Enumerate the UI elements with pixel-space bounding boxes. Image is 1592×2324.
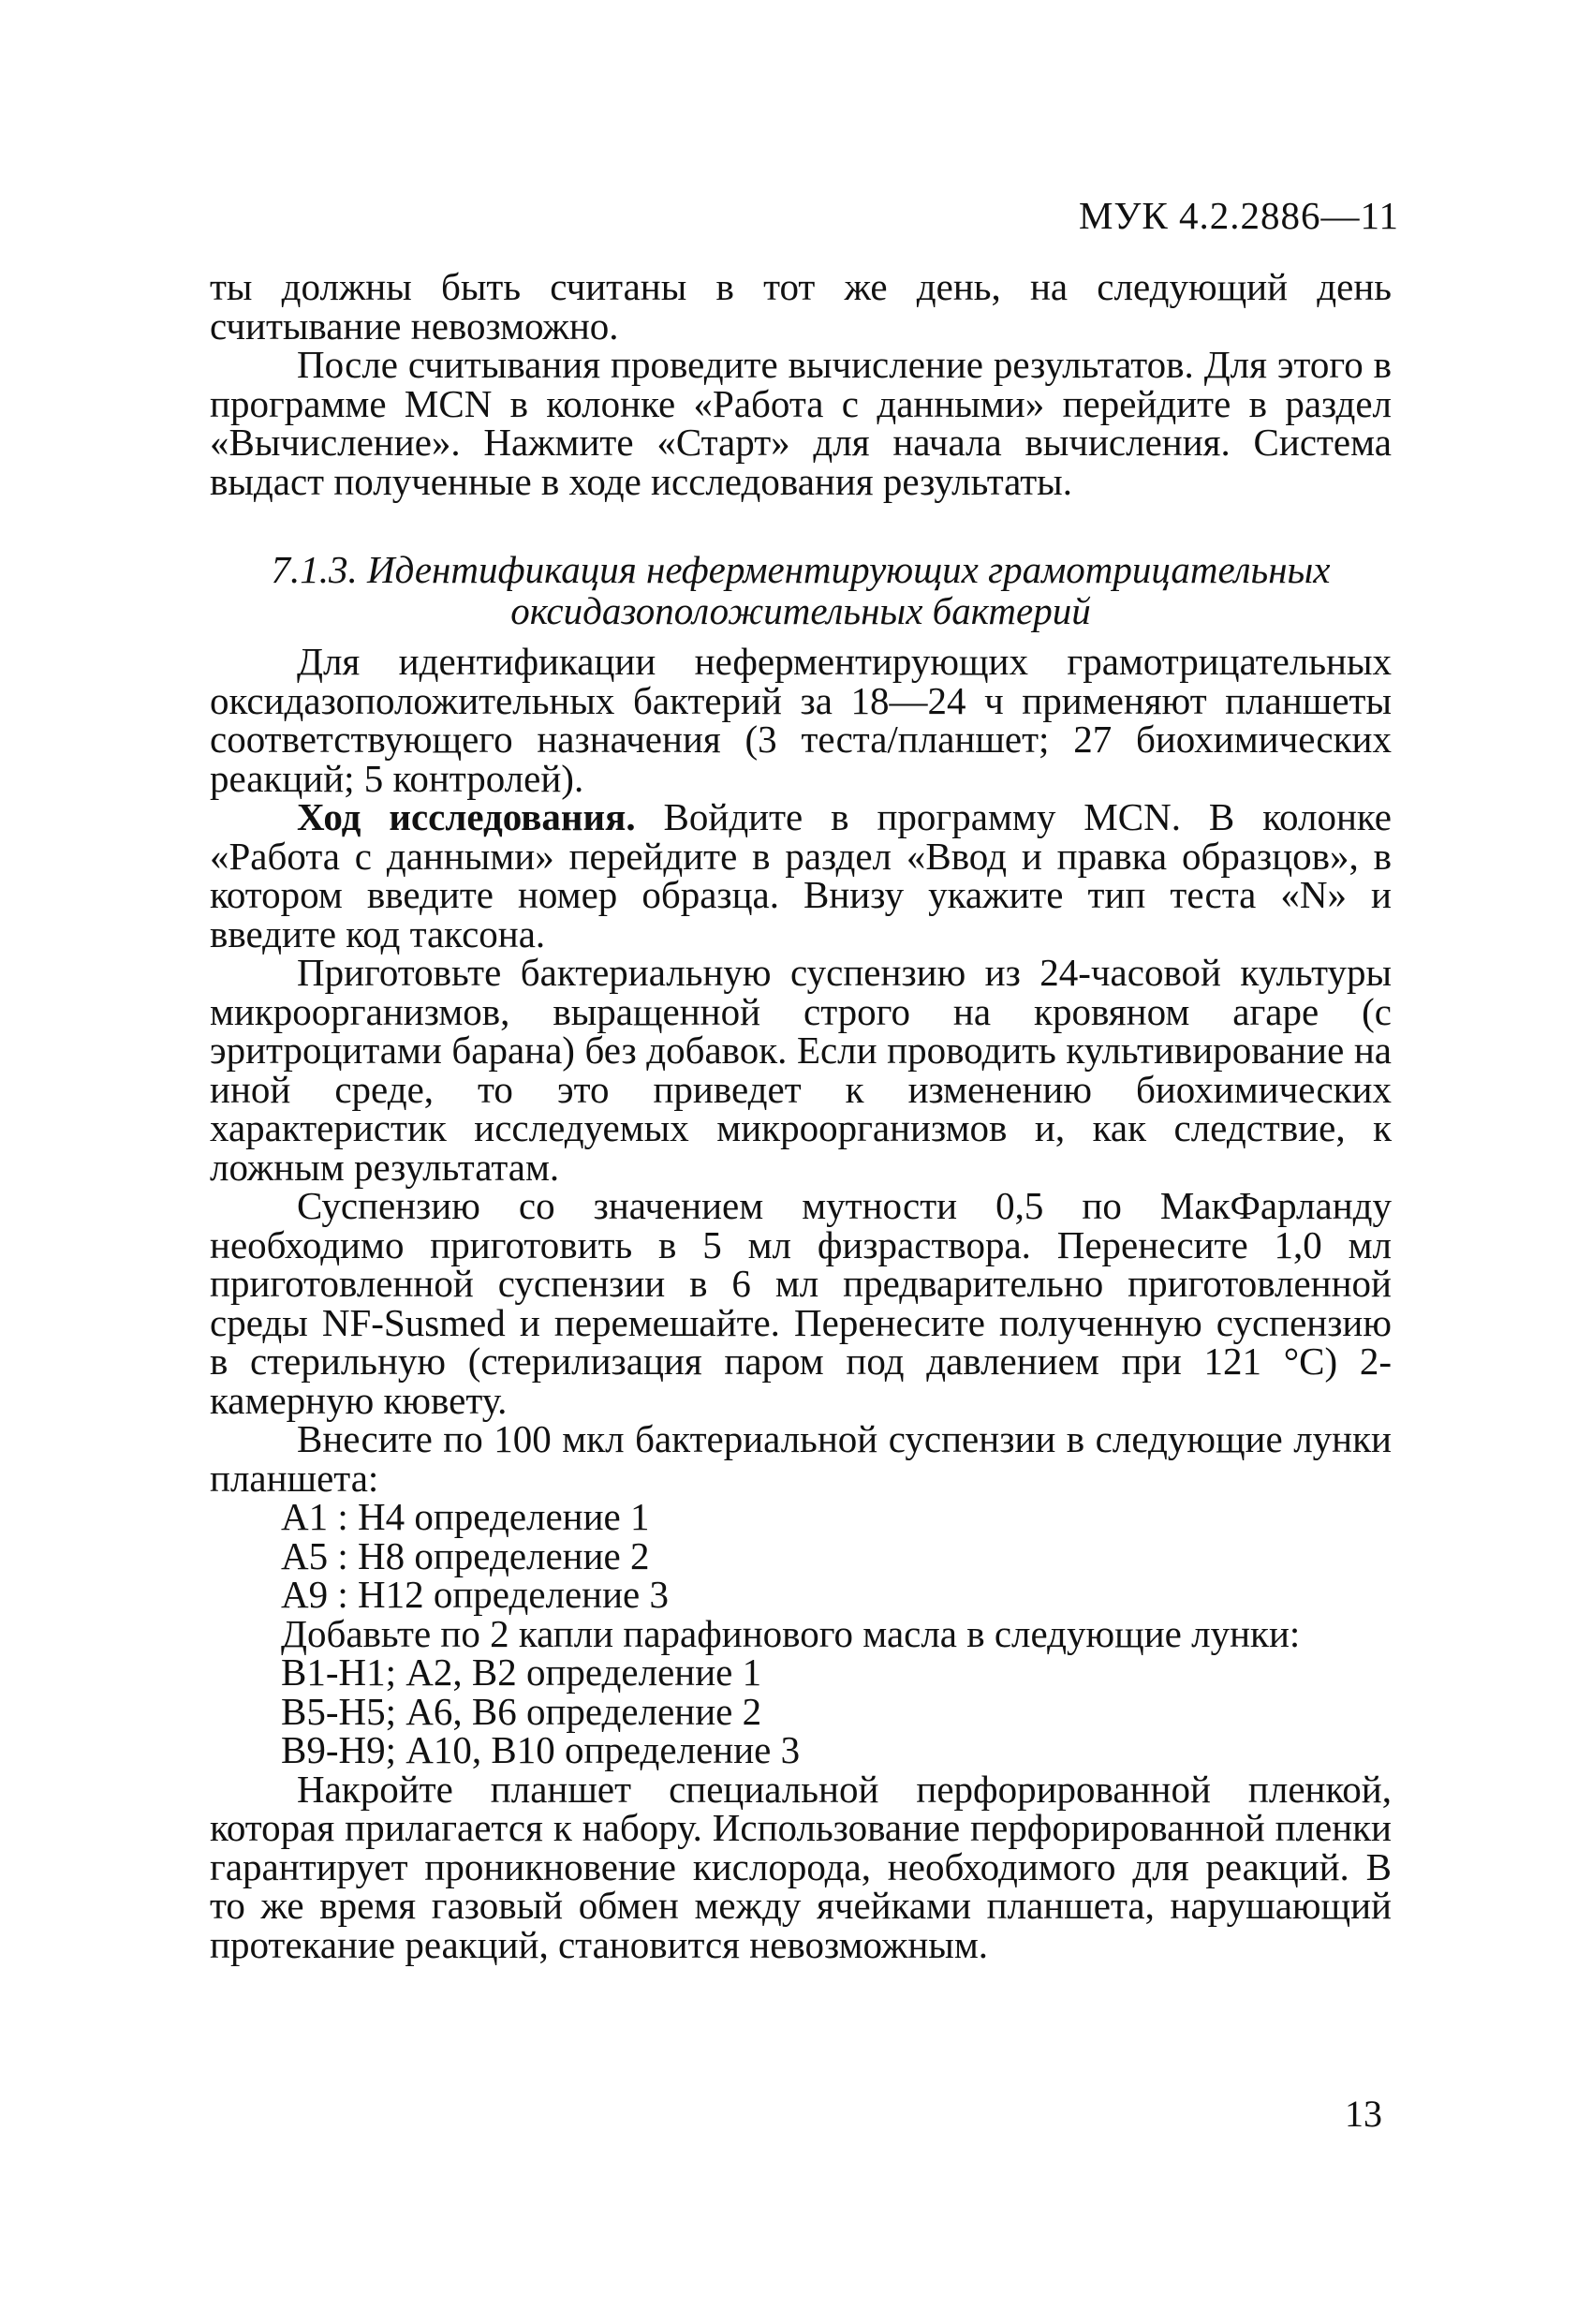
page-number: 13 [1345, 2093, 1382, 2135]
paragraph-wells-lead: Внесите по 100 мкл бактериальной суспензии в следующие лунки планшета: [210, 1417, 1392, 1500]
list-item: В5-Н5; А6, В6 определение 2 [281, 1689, 762, 1733]
main-text-block [210, 640, 1392, 1966]
list-item: А1 : Н4 определение 1 [281, 1495, 650, 1538]
section-heading-line-1 [210, 549, 1392, 590]
procedure-lead: Ход исследования. [297, 795, 636, 838]
list-item: В9-Н9; А10, В10 определение 3 [281, 1728, 801, 1771]
paragraph-film: Накройте планшет специальной перфорированной пленкой, которая прилагается к набору. Использование перфорированной пленки гарантирует проникновение кислорода, необходимого для реакций. В то же время газовый обмен между ячейками планшета, нарушающий протекание реакций, становится невозможным. [210, 1767, 1392, 1966]
oil-wells-list [210, 1650, 1392, 1771]
paragraph-oil-lead: Добавьте по 2 капли парафинового масла в следующие лунки: [281, 1611, 1301, 1655]
paragraph-calculation: После считывания проведите вычисление результатов. Для этого в программе MCN в колонке «Работа с данными» перейдите в раздел «Вычисление». Нажмите «Старт» для начала вычисления. Система выдаст полученные в ходе исследования результаты. [210, 343, 1392, 503]
list-item: А9 : Н12 определение 3 [281, 1573, 670, 1616]
section-number: 7.1.3. [271, 548, 358, 591]
paragraph-intro: Для идентификации неферментирующих грамотрицательных оксидазоположительных бактерий за 18—24 ч применяют планшеты соответствующего назначения (3 теста/планшет; 27 биохимических реакций; 5 контролей). [210, 640, 1392, 800]
section-title-part-1: Идентификация неферментирующих грамотрицательных [366, 548, 1331, 591]
list-item: А5 : Н8 определение 2 [281, 1533, 650, 1577]
document-code-header: МУК 4.2.2886—11 [1078, 194, 1399, 237]
section-title-part-2: оксидазоположительных бактерий [510, 589, 1091, 632]
paragraph-turbidity: Суспензию со значением мутности 0,5 по МакФарланду необходимо приготовить в 5 мл физраствора. Перенесите 1,0 мл приготовленной суспензии в 6 мл предварительно приготовленной среды NF-Susmed и перемешайте. Перенесите полученную суспензию в стерильную (стерилизация паром под давлением при 121 °С) 2-камерную кювету. [210, 1184, 1392, 1422]
top-text-block [210, 265, 1392, 503]
paragraph-suspension: Приготовьте бактериальную суспензию из 24-часовой культуры микроорганизмов, выращенной строго на кровяном агаре (с эритроцитами барана) без добавок. Если проводить культивирование на иной среде, то это приведет к изменению биохимических характеристик исследуемых микроорганизмов и, как следствие, к ложным результатам. [210, 951, 1392, 1189]
section-heading [210, 549, 1392, 631]
list-item: В1-Н1; А2, В2 определение 1 [281, 1650, 762, 1694]
paragraph-procedure [210, 795, 1392, 955]
wells-list [210, 1495, 1392, 1616]
paragraph-continuation: ты должны быть считаны в тот же день, на следующий день считывание невозможно. [210, 265, 1392, 348]
procedure-text: Войдите в программу MCN. В колонке «Работа с данными» перейдите в раздел «Ввод и правка образцов», в котором введите номер образца. Внизу укажите тип теста «N» и введите код таксона. [210, 795, 1392, 955]
